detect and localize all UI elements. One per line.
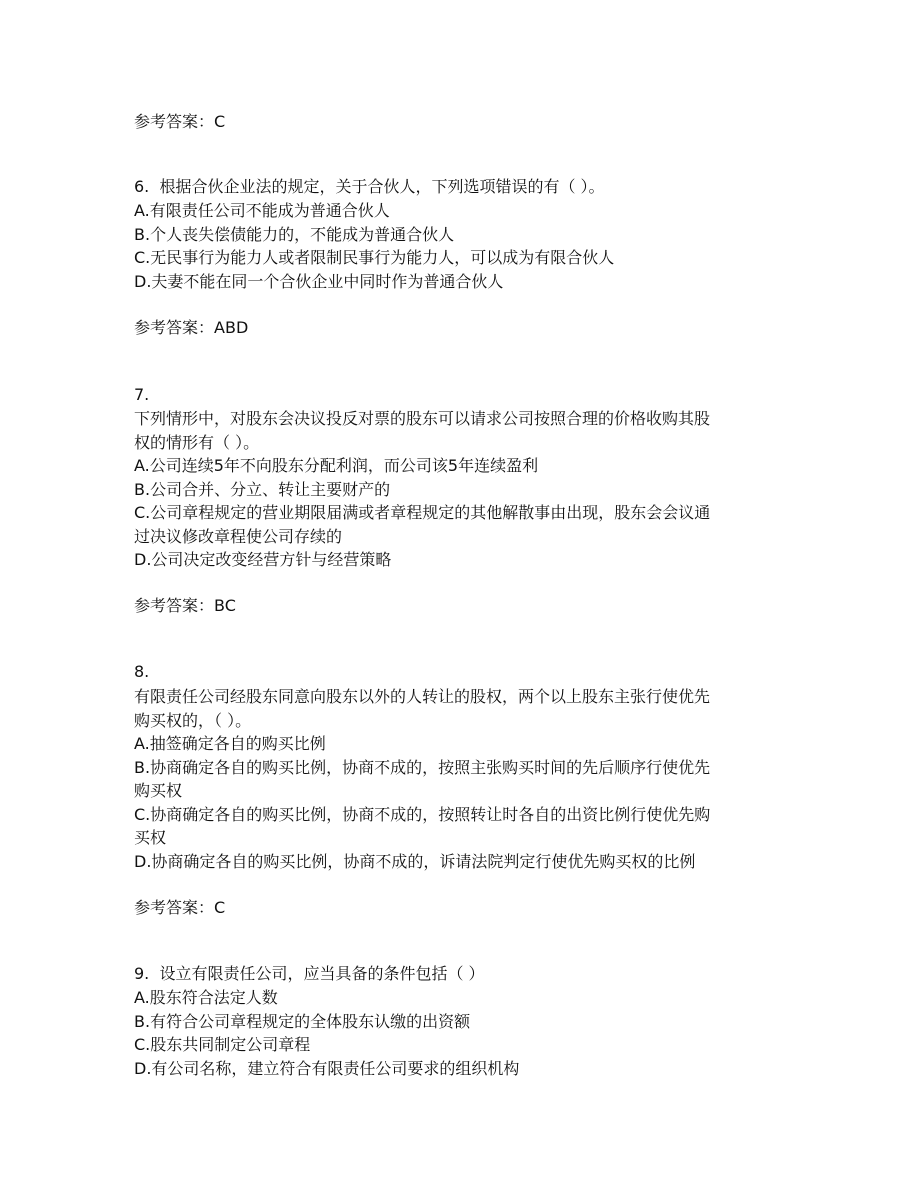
answer-line-8: [134, 896, 794, 920]
answer-line-6: [134, 316, 794, 340]
question-8-option-c: C.协商确定各自的购买比例，协商不成的，按照转让时各自的出资比例行使优先购: [134, 805, 711, 824]
answer-value: ABD: [214, 318, 249, 337]
question-8-option-d: D.协商确定各自的购买比例，协商不成的，诉请法院判定行使优先购买权的比例: [134, 852, 696, 871]
question-7-option-c: C.公司章程规定的营业期限届满或者章程规定的其他解散事由出现，股东会会议通: [134, 503, 711, 522]
question-number: 6.: [134, 177, 150, 196]
question-9-option-c: C.股东共同制定公司章程: [134, 1035, 311, 1054]
answer-value: C: [214, 898, 226, 917]
answer-label: 参考答案：: [134, 318, 215, 337]
answer-value: BC: [214, 596, 236, 615]
question-6-option-b: B.个人丧失偿债能力的，不能成为普通合伙人: [134, 225, 455, 244]
question-text: 根据合伙企业法的规定，关于合伙人，下列选项错误的有（ ）。: [159, 177, 605, 196]
question-9-option-b: B.有符合公司章程规定的全体股东认缴的出资额: [134, 1012, 471, 1031]
question-6-stem: [134, 175, 794, 199]
question-8-number: 8.: [134, 662, 150, 681]
question-6-option-c: C.无民事行为能力人或者限制民事行为能力人，可以成为有限合伙人: [134, 248, 615, 267]
question-7-text-line-1: 下列情形中，对股东会决议投反对票的股东可以请求公司按照合理的价格收购其股: [134, 409, 711, 428]
answer-line-7: [134, 594, 794, 618]
question-9-option-a: A.股东符合法定人数: [134, 988, 278, 1007]
question-8-option-b-cont: 购买权: [134, 781, 183, 800]
question-8-option-b: B.协商确定各自的购买比例，协商不成的，按照主张购买时间的先后顺序行使优先: [134, 758, 711, 777]
question-number: 9.: [134, 964, 150, 983]
question-text: 设立有限责任公司，应当具备的条件包括（ ）: [159, 964, 485, 983]
answer-line-5: [134, 110, 794, 134]
question-8-option-c-cont: 买权: [134, 828, 167, 847]
question-8-text-line-2: 购买权的，（ ）。: [134, 711, 252, 730]
question-9-stem: [134, 962, 794, 986]
question-7-text-line-2: 权的情形有（ ）。: [134, 433, 260, 452]
answer-value: C: [214, 112, 226, 131]
question-6-option-d: D.夫妻不能在同一个合伙企业中同时作为普通合伙人: [134, 272, 504, 291]
answer-label: 参考答案：: [134, 898, 215, 917]
answer-label: 参考答案：: [134, 112, 215, 131]
question-7-option-d: D.公司决定改变经营方针与经营策略: [134, 550, 392, 569]
question-7-number: 7.: [134, 385, 150, 404]
question-7-option-b: B.公司合并、分立、转让主要财产的: [134, 480, 391, 499]
answer-label: 参考答案：: [134, 596, 215, 615]
question-6-option-a: A.有限责任公司不能成为普通合伙人: [134, 201, 390, 220]
question-7-option-c-cont: 过决议修改章程使公司存续的: [134, 527, 343, 546]
question-9-option-d: D.有公司名称，建立符合有限责任公司要求的组织机构: [134, 1059, 520, 1078]
question-8-option-a: A.抽签确定各自的购买比例: [134, 734, 326, 753]
question-8-text-line-1: 有限责任公司经股东同意向股东以外的人转让的股权，两个以上股东主张行使优先: [134, 687, 711, 706]
question-7-option-a: A.公司连续5年不向股东分配利润，而公司该5年连续盈利: [134, 456, 539, 475]
